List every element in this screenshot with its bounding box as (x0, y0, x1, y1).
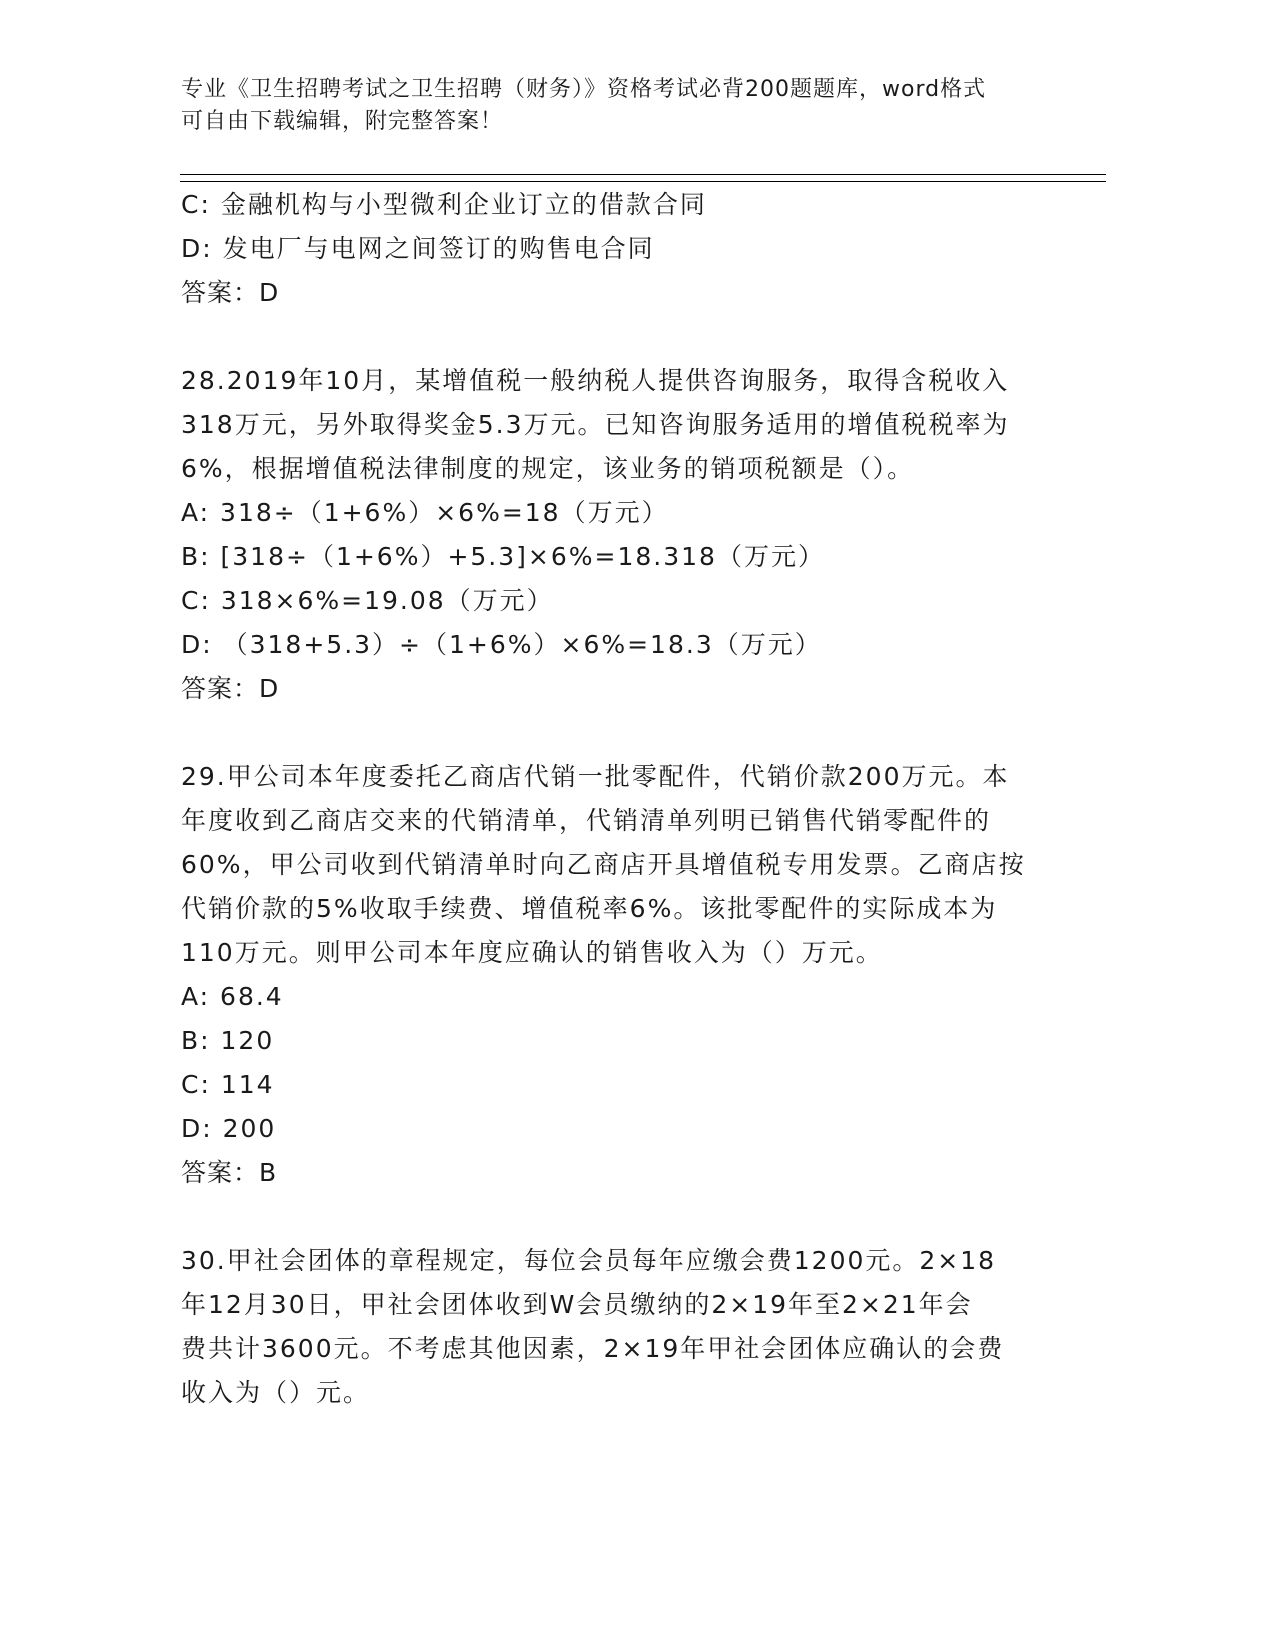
document-header (181, 74, 1061, 138)
question-stem-line: 28.2019年10月，某增值税一般纳税人提供咨询服务，取得含税收入 (181, 366, 1010, 395)
option-d: D: 200 (181, 1114, 277, 1143)
question-stem-line: 110万元。则甲公司本年度应确认的销售收入为（）万元。 (181, 938, 883, 967)
question-stem-line: 年度收到乙商店交来的代销清单，代销清单列明已销售代销零配件的 (181, 806, 992, 835)
question-stem-line: 年12月30日，甲社会团体收到W会员缴纳的2×19年至2×21年会 (181, 1290, 973, 1319)
option-d: D: 发电厂与电网之间签订的购售电合同 (181, 234, 655, 263)
header-divider-bottom (180, 181, 1106, 182)
question-stem-line: 6%，根据增值税法律制度的规定，该业务的销项税额是（）。 (181, 454, 915, 483)
spacer (181, 315, 1081, 359)
option-b: B: [318÷（1+6%）+5.3]×6%=18.318（万元） (181, 542, 825, 571)
question-stem-line: 代销价款的5%收取手续费、增值税率6%。该批零配件的实际成本为 (181, 894, 998, 923)
question-28 (181, 359, 1081, 711)
question-stem-line: 318万元，另外取得奖金5.3万元。已知咨询服务适用的增值税税率为 (181, 410, 1010, 439)
option-d: D: （318+5.3）÷（1+6%）×6%=18.3（万元） (181, 630, 822, 659)
spacer (181, 711, 1081, 755)
question-29 (181, 755, 1081, 1195)
answer-label: 答案：D (181, 674, 280, 703)
spacer (181, 1195, 1081, 1239)
question-27-tail (181, 183, 1081, 315)
option-a: A: 318÷（1+6%）×6%=18（万元） (181, 498, 669, 527)
question-stem-line: 30.甲社会团体的章程规定，每位会员每年应缴会费1200元。2×18 (181, 1246, 997, 1275)
option-c: C: 318×6%=19.08（万元） (181, 586, 554, 615)
question-stem-line: 费共计3600元。不考虑其他因素，2×19年甲社会团体应确认的会费 (181, 1334, 1005, 1363)
answer-label: 答案：B (181, 1158, 278, 1187)
header-line-2: 可自由下载编辑，附完整答案！ (181, 109, 504, 134)
header-divider-top (180, 174, 1106, 175)
header-line-1: 专业《卫生招聘考试之卫生招聘（财务）》资格考试必背200题题库，word格式 (181, 77, 987, 102)
question-stem-line: 收入为（）元。 (181, 1378, 371, 1407)
answer-label: 答案：D (181, 278, 280, 307)
option-c: C: 114 (181, 1070, 275, 1099)
option-a: A: 68.4 (181, 982, 284, 1011)
option-b: B: 120 (181, 1026, 275, 1055)
question-stem-line: 29.甲公司本年度委托乙商店代销一批零配件，代销价款200万元。本 (181, 762, 1010, 791)
document-body (181, 183, 1081, 1415)
question-stem-line: 60%，甲公司收到代销清单时向乙商店开具增值税专用发票。乙商店按 (181, 850, 1026, 879)
question-30 (181, 1239, 1081, 1415)
option-c: C: 金融机构与小型微利企业订立的借款合同 (181, 190, 707, 219)
